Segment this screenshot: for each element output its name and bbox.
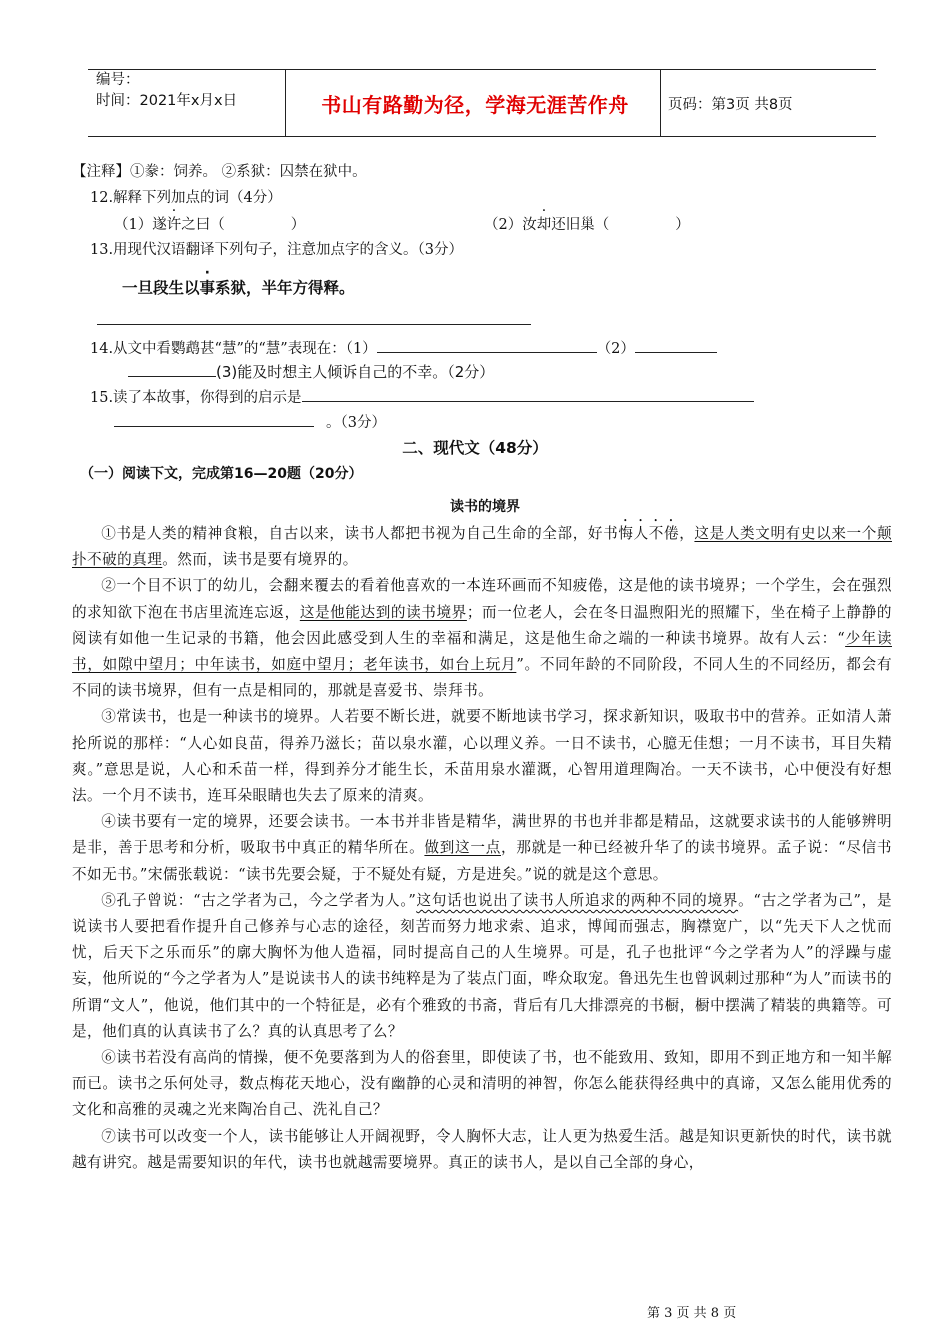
q12-item1-dotted: 许 (166, 217, 182, 233)
header-divider-right (660, 70, 661, 136)
article-body (72, 517, 892, 1176)
section-subtitle: （一）阅读下文，完成第16—20题（20分） (80, 466, 363, 482)
header-meta (96, 70, 237, 112)
underlined-phrase-2: 这是他能达到的读书境界 (299, 603, 467, 621)
q12-item1: （1）遂许之曰（ ） (114, 217, 306, 233)
header-page-label: 页码：第3页 共8页 (668, 97, 793, 113)
header-divider-left (285, 70, 286, 136)
q12-title: 12.解释下列加点的词（4分） (90, 190, 282, 206)
header-number: 编号： (96, 72, 140, 88)
article-title: 读书的境界 (450, 499, 520, 515)
paragraph-4: ④读书要有一定的境界，还要会读书。一本书并非皆是精华，满世界的书也并非都是精品，这就要求读书的人能够辨明是非，善于思考和分析，吸取书中真正的精华所在。做到这一点，那就是一种已经被升华了的读书境界。孟子说：“尽信书不如无书。”宋儒张载说：“读书先要会疑，于不疑处有疑，方是进矣。”说的就是这个意思。 (72, 813, 892, 883)
q15-line1: 15.读了本故事，你得到的启示是 (90, 386, 754, 407)
q12-item2: （2）汝却还旧巢（ ） (484, 217, 690, 233)
header-motto: 书山有路勤为径，学海无涯苦作舟 (321, 93, 629, 117)
wavy-phrase: 这句话也说出了读书人所追求的两种不同的境界 (416, 891, 739, 909)
q13-title: 13.用现代汉语翻译下列句子，注意加点字的含义。（3分） (90, 242, 464, 258)
paragraph-7: ⑦读书可以改变一个人，读书能够让人开阔视野，令人胸怀大志，让人更为热爱生活。越是知识更新快的时代，读书就越有讲究。越是需要知识的年代，读书也就越需要境界。真正的读书人，是以自己全部的身心， (72, 1127, 892, 1171)
underlined-phrase-4: 做到这一点 (424, 839, 502, 857)
q14-answer-2[interactable] (635, 338, 717, 353)
q14-answer-1[interactable] (377, 338, 597, 353)
q13-answer-line[interactable] (97, 324, 531, 325)
q14-line2: (3)能及时想主人倾诉自己的不幸。（2分） (128, 361, 494, 382)
annotation-note: 【注释】①豢：饲养。 ②系狱：囚禁在狱中。 (72, 164, 367, 180)
section-title: 二、现代文（48分） (402, 439, 548, 457)
paragraph-6: ⑥读书若没有高尚的情操，便不免要落到为人的俗套里，即使读了书，也不能致用、致知，即用不到正地方和一知半解而已。读书之乐何处寻，数点梅花天地心，没有幽静的心灵和清明的神智，你怎么能获得经典中的真谛，又怎么能用优秀的文化和高雅的灵魂之光来陶冶自己、洗礼自己？ (72, 1049, 892, 1119)
q15-line2: 。（3分） (114, 411, 386, 432)
underlined-phrase-3: 少年读书，如隙中望月；中年读书，如庭中望月；老年读书，如台上玩月 (72, 629, 892, 674)
underlined-phrase-1: 这是人类文明有史以来一个颠扑不破的真理 (72, 525, 892, 569)
paragraph-2: ②一个目不识丁的幼儿，会翻来覆去的看着他喜欢的一本连环画而不知疲倦，这是他的读书境界；一个学生，会在强烈的求知欲下泡在书店里流连忘返，这是他能达到的读书境界；而一位老人，会在冬日温煦阳光的照耀下，坐在椅子上静静的阅读有如他一生记录的书籍，他会因此感受到人生的幸福和满足，这是他生命之端的一种读书境界。故有人云：“少年读书，如隙中望月；中年读书，如庭中望月；老年读书，如台上玩月”。不同年龄的不同阶段，不同人生的不同经历，都会有不同的读书境界，但有一点是相同的，那就是喜爱书、崇拜书。 (72, 577, 892, 700)
page-footer: 第 3 页 共 8 页 (647, 1306, 737, 1321)
q14-answer-2-cont[interactable] (128, 362, 216, 377)
paragraph-5: ⑤孔子曾说：“古之学者为己，今之学者为人。”这句话也说出了读书人所追求的两种不同的境界。“古之学者为己”，是说读书人要把看作提升自己修养与心志的途径，刻苦而努力地求索、追求，博闻而强志，胸襟宽广，以“先天下人之忧而忧，后天下之乐而乐”的廓大胸怀为他人造福，同时提高自己的人生境界。可是，孔子也批评“今之学者为人”的浮躁与虚妄，他所说的“今之学者为人”是说读书人的读书纯粹是为了装点门面，哗众取宠。鲁迅先生也曾讽刺过那种“为人”而读书的所谓“文人”，他说，他们其中的一个特征是，必有个雅致的书斋，背后有几大排漂亮的书橱，橱中摆满了精装的典籍等。可是，他们真的认真读书了么？真的认真思考了么？ (72, 891, 893, 1040)
q12-item2-dotted: 却 (536, 217, 552, 233)
header-time: 时间：2021年x月x日 (96, 93, 238, 109)
q15-answer-1[interactable] (302, 387, 754, 402)
q13-dotted: 事 (199, 279, 216, 297)
dotted-phrase: 悔人不倦 (618, 525, 680, 542)
header-bottom-rule (88, 136, 876, 137)
paragraph-3: ③常读书，也是一种读书的境界。人若要不断长进，就要不断地读书学习，探求新知识，吸取书中的营养。正如清人萧抡所说的那样：“人心如良苗，得养乃滋长；苗以泉水灌，心以理义养。一日不读书，心臆无佳想；一月不读书，耳目失精爽。”意思是说，人心和禾苗一样，得到养分才能生长，禾苗用泉水灌溉，心智用道理陶冶。一天不读书，心中便没有好想法。一个月不读书，连耳朵眼睛也失去了原来的清爽。 (72, 708, 892, 805)
q13-sentence: 一旦段生以事系狱，半年方得释。 (122, 279, 355, 297)
paragraph-1: ①书是人类的精神食粮，自古以来，读书人都把书视为自己生命的全部，好书悔人不倦，这是人类文明有史以来一个颠扑不破的真理。然而，读书是要有境界的。 (72, 525, 892, 569)
q14-line1: 14.从文中看鹦鹉甚“慧”的“慧”表现在：（1） （2） (90, 337, 717, 358)
q15-answer-2[interactable] (114, 412, 314, 427)
